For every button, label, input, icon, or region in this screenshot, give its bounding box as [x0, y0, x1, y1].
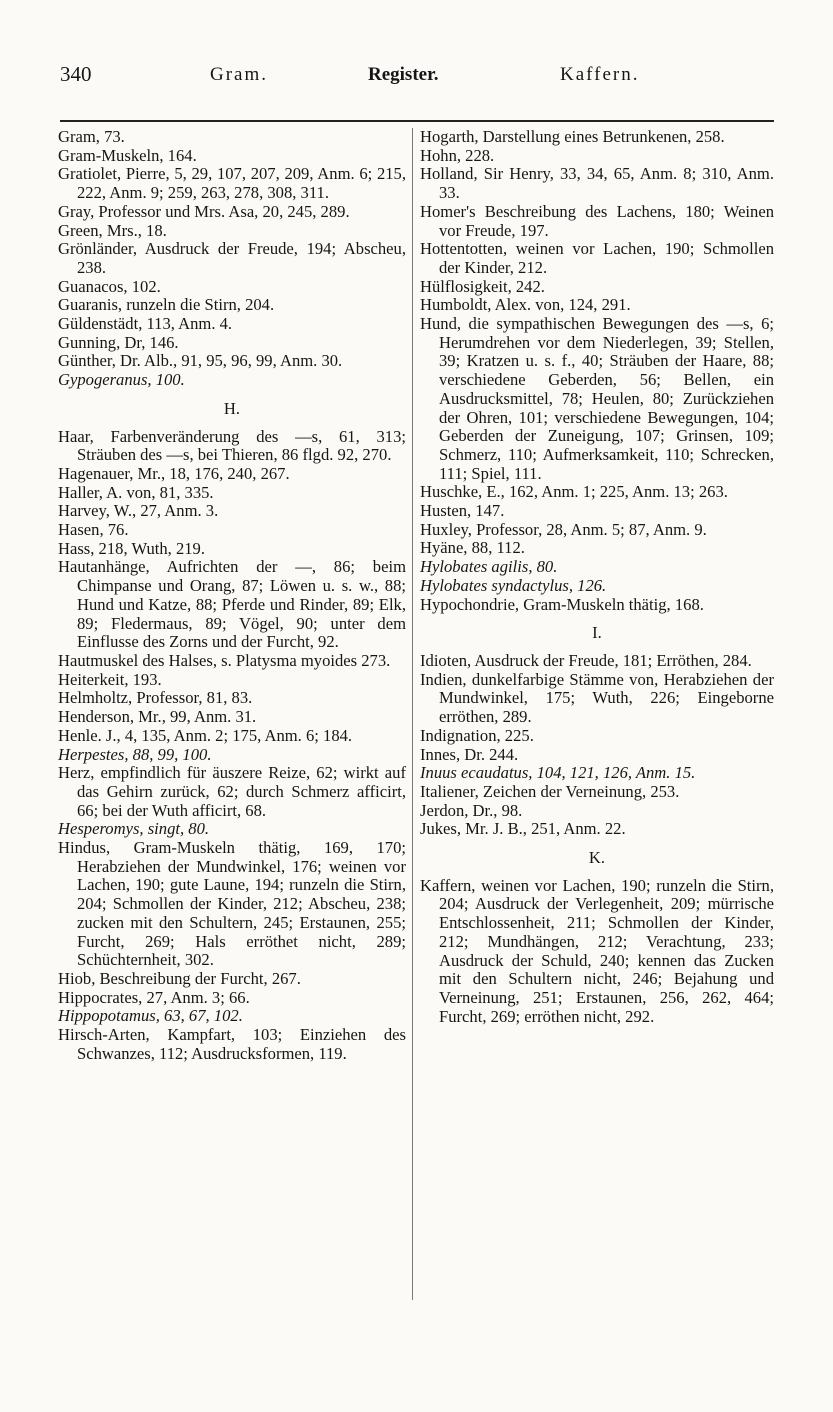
- index-entry: Hülflosigkeit, 242.: [420, 276, 545, 296]
- index-entry: Hippocrates, 27, Anm. 3; 66.: [58, 987, 250, 1007]
- index-entry: Kaffern, weinen vor Lachen, 190; runzeln die Stirn, 204; Ausdruck der Verlegenheit, 209; mürrische Entschlossenheit, 211; Schmollen der Kinder, 212; Mundhängen, 212; Verachtung, 233; Ausdruck der Schuld, 240; kennen das Zucken mit den Schultern nicht, 246; Bejahung und Verneinung, 251; Erstaunen, 256, 262, 464; Furcht, 269; erröthen nicht, 292.: [420, 875, 774, 1026]
- index-entry: Hund, die sympathischen Bewegungen des —s, 6; Herumdrehen vor dem Niederlegen, 39; Stellen, 39; Kratzen u. s. f., 40; Sträuben der Haare, 88; verschiedene Geberden, 56; Bellen, ein Ausdrucksmittel, 78; Heulen, 80; Zurückziehen der Ohren, 101; verschiedene Bewegungen, 104; Geberden der Zuneigung, 107; Grinsen, 109; Schmerz, 110; Aufmerksamkeit, 110; Schrecken, 111; Spiel, 111.: [420, 314, 774, 483]
- index-entry: Henle. J., 4, 135, Anm. 2; 175, Anm. 6; 184.: [58, 725, 353, 745]
- index-entry: Guaranis, runzeln die Stirn, 204.: [58, 295, 275, 315]
- index-entry: Italiener, Zeichen der Verneinung, 253.: [420, 781, 680, 801]
- header-last-term: Kaffern.: [560, 64, 640, 85]
- index-entry: Hippopotamus, 63, 67, 102.: [58, 1006, 243, 1026]
- index-entry: Homer's Beschreibung des Lachens, 180; Weinen vor Freude, 197.: [420, 201, 774, 240]
- header-title: Register.: [368, 64, 439, 85]
- index-entry: Hypochondrie, Gram-Muskeln thätig, 168.: [420, 594, 704, 614]
- index-entry: Inuus ecaudatus, 104, 121, 126, Anm. 15.: [420, 763, 696, 783]
- index-entry: Hylobates agilis, 80.: [420, 557, 558, 577]
- index-entry: Henderson, Mr., 99, Anm. 31.: [58, 707, 257, 727]
- index-entry: Hirsch-Arten, Kampfart, 103; Einziehen des Schwanzes, 112; Ausdrucksformen, 119.: [58, 1025, 406, 1063]
- section-letter: I.: [592, 623, 602, 643]
- index-entry: Hautmuskel des Halses, s. Platysma myoides 273.: [58, 650, 391, 670]
- index-entry: Gram-Muskeln, 164.: [58, 145, 197, 165]
- section-letter: H.: [223, 398, 241, 418]
- index-entry: Hylobates syndactylus, 126.: [420, 575, 607, 595]
- index-entry: Harvey, W., 27, Anm. 3.: [58, 501, 219, 521]
- index-column-right: [420, 128, 774, 1026]
- index-entry: Hesperomys, singt, 80.: [58, 819, 210, 839]
- index-entry: Indignation, 225.: [420, 725, 534, 745]
- index-entry: Green, Mrs., 18.: [58, 220, 167, 240]
- running-header: [60, 62, 774, 92]
- index-entry: Hass, 218, Wuth, 219.: [58, 538, 205, 558]
- index-entry: Hogarth, Darstellung eines Betrunkenen, 258.: [420, 127, 725, 146]
- page-number: 340: [60, 62, 92, 86]
- index-entry: Haller, A. von, 81, 335.: [58, 482, 214, 502]
- index-entry: Hasen, 76.: [58, 520, 129, 540]
- column-divider: [412, 128, 413, 1300]
- index-entry: Hautanhänge, Aufrichten der —, 86; beim Chimpanse und Orang, 87; Löwen u. s. w., 88; Hund und Katze, 88; Pferde und Rinder, 89; Elk, 89; Fledermaus, 89; Vögel, 90; unter dem Einflusse des Zorns und der Furcht, 92.: [58, 557, 406, 652]
- index-entry: Gray, Professor und Mrs. Asa, 20, 245, 289.: [58, 201, 350, 221]
- index-entry: Jerdon, Dr., 98.: [420, 800, 523, 820]
- index-entry: Hyäne, 88, 112.: [420, 538, 525, 558]
- index-entry: Innes, Dr. 244.: [420, 744, 519, 764]
- index-entry: Hindus, Gram-Muskeln thätig, 169, 170; Herabziehen der Mundwinkel, 176; weinen vor Lachen, 190; gute Laune, 194; runzeln die Stirn, 204; Schmollen der Kinder, 212; Abscheu, 238; zucken mit den Schultern, 245; Erstaunen, 255; Furcht, 269; Hals erröthet nicht, 289; Schüchternheit, 302.: [58, 838, 406, 970]
- index-entry: Jukes, Mr. J. B., 251, Anm. 22.: [420, 819, 626, 839]
- index-entry: Hiob, Beschreibung der Furcht, 267.: [58, 968, 301, 988]
- index-entry: Haar, Farbenveränderung des —s, 61, 313; Sträuben des —s, bei Thieren, 86 flgd. 92, 270.: [58, 426, 406, 465]
- section-letter: K.: [588, 848, 606, 868]
- index-entry: Helmholtz, Professor, 81, 83.: [58, 688, 253, 708]
- index-entry: Gram, 73.: [58, 127, 125, 146]
- index-entry: Guanacos, 102.: [58, 276, 161, 296]
- index-entry: Hohn, 228.: [420, 145, 495, 165]
- index-entry: Huschke, E., 162, Anm. 1; 225, Anm. 13; 263.: [420, 482, 728, 502]
- index-entry: Güldenstädt, 113, Anm. 4.: [58, 314, 233, 334]
- index-entry: Idioten, Ausdruck der Freude, 181; Erröthen, 284.: [420, 650, 752, 670]
- index-entry: Humboldt, Alex. von, 124, 291.: [420, 295, 631, 315]
- index-entry: Herpestes, 88, 99, 100.: [58, 744, 212, 764]
- index-entry: Günther, Dr. Alb., 91, 95, 96, 99, Anm. 30.: [58, 351, 343, 371]
- index-entry: Hagenauer, Mr., 18, 176, 240, 267.: [58, 463, 290, 483]
- index-entry: Huxley, Professor, 28, Anm. 5; 87, Anm. 9.: [420, 519, 707, 539]
- index-entry: Gypogeranus, 100.: [58, 370, 185, 390]
- index-entry: Hottentotten, weinen vor Lachen, 190; Schmollen der Kinder, 212.: [420, 239, 774, 277]
- index-entry: Gunning, Dr, 146.: [58, 332, 179, 352]
- index-entry: Grönländer, Ausdruck der Freude, 194; Abscheu, 238.: [58, 239, 406, 277]
- index-column-left: [58, 128, 406, 1063]
- header-rule: [60, 120, 774, 122]
- header-first-term: Gram.: [210, 64, 269, 85]
- index-entry: Herz, empfindlich für äuszere Reize, 62; wirkt auf das Gehirn zurück, 62; durch Schmerz afficirt, 66; bei der Wuth afficirt, 68.: [58, 763, 406, 820]
- index-entry: Gratiolet, Pierre, 5, 29, 107, 207, 209, Anm. 6; 215, 222, Anm. 9; 259, 263, 278, 308, 311.: [58, 164, 406, 203]
- index-entry: Holland, Sir Henry, 33, 34, 65, Anm. 8; 310, Anm. 33.: [420, 164, 774, 203]
- index-entry: Husten, 147.: [420, 501, 505, 521]
- index-entry: Indien, dunkelfarbige Stämme von, Herabziehen der Mundwinkel, 175; Wuth, 226; Eingeborne erröthen, 289.: [420, 669, 774, 727]
- index-entry: Heiterkeit, 193.: [58, 669, 162, 689]
